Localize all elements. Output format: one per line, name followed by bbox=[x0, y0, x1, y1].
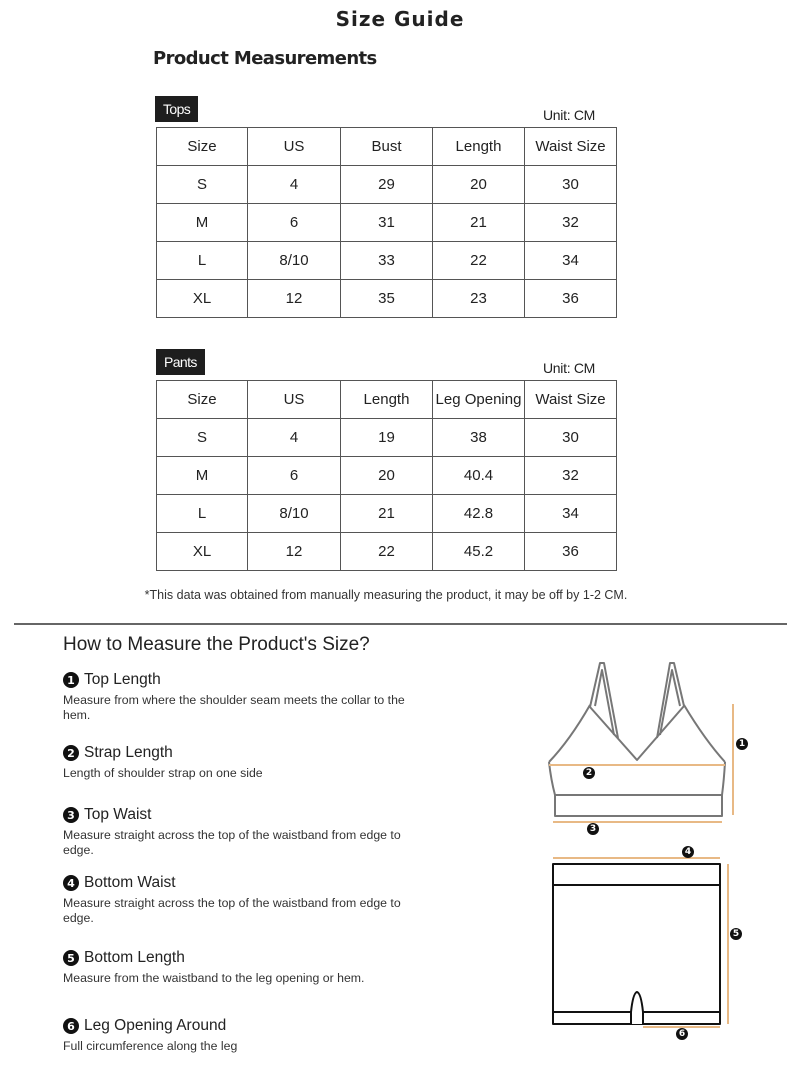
table-row bbox=[157, 166, 617, 204]
table-cell: 21 bbox=[433, 204, 525, 242]
table-row bbox=[157, 204, 617, 242]
measure-item-label: Leg Opening Around bbox=[84, 1017, 227, 1034]
table-cell: L bbox=[157, 242, 248, 280]
measurement-footnote: *This data was obtained from manually measuring the product, it may be off by 1-2 CM. bbox=[144, 588, 628, 602]
table-cell: 36 bbox=[525, 280, 617, 318]
table-cell: M bbox=[157, 204, 248, 242]
table-cell: XL bbox=[157, 280, 248, 318]
table-cell: 4 bbox=[248, 166, 341, 204]
tops-unit-label: Unit: CM bbox=[543, 107, 596, 123]
number-2-icon: 2 bbox=[63, 745, 79, 761]
table-cell: 30 bbox=[525, 419, 617, 457]
table-cell: 34 bbox=[525, 495, 617, 533]
marker-4-icon: 4 bbox=[682, 846, 694, 858]
measure-item-leg-opening bbox=[63, 1016, 433, 1054]
table-row bbox=[157, 457, 617, 495]
table-cell: XL bbox=[157, 533, 248, 571]
table-row bbox=[157, 495, 617, 533]
table-cell: 31 bbox=[341, 204, 433, 242]
table-cell: 30 bbox=[525, 166, 617, 204]
table-cell: 6 bbox=[248, 204, 341, 242]
table-row bbox=[157, 419, 617, 457]
pants-tag: Pants bbox=[156, 349, 205, 375]
table-cell: 32 bbox=[525, 457, 617, 495]
table-header-row bbox=[157, 381, 617, 419]
table-cell: 23 bbox=[433, 280, 525, 318]
table-cell: 34 bbox=[525, 242, 617, 280]
header-cell: Length bbox=[341, 381, 433, 419]
number-4-icon: 4 bbox=[63, 875, 79, 891]
measure-item-strap-length bbox=[63, 743, 433, 781]
number-5-icon: 5 bbox=[63, 950, 79, 966]
measure-item-desc: Measure straight across the top of the waistband from edge to edge. bbox=[63, 828, 401, 857]
shorts-measure-lines bbox=[553, 858, 728, 1027]
header-cell: US bbox=[248, 381, 341, 419]
table-cell: S bbox=[157, 419, 248, 457]
pants-size-table bbox=[156, 380, 617, 571]
measure-item-top-waist bbox=[63, 805, 433, 858]
table-cell: 22 bbox=[341, 533, 433, 571]
table-cell: 12 bbox=[248, 533, 341, 571]
header-cell: Size bbox=[157, 128, 248, 166]
table-cell: 20 bbox=[433, 166, 525, 204]
header-cell: Leg Opening bbox=[433, 381, 525, 419]
header-cell: Waist Size bbox=[525, 381, 617, 419]
table-cell: 45.2 bbox=[433, 533, 525, 571]
number-6-icon: 6 bbox=[63, 1018, 79, 1034]
table-cell: 6 bbox=[248, 457, 341, 495]
measure-item-label: Top Length bbox=[84, 671, 161, 688]
section-title: Product Measurements bbox=[153, 48, 377, 69]
table-cell: 42.8 bbox=[433, 495, 525, 533]
table-cell: M bbox=[157, 457, 248, 495]
measure-item-bottom-waist bbox=[63, 873, 433, 926]
table-row bbox=[157, 242, 617, 280]
top-garment-icon bbox=[549, 663, 725, 816]
table-cell: 35 bbox=[341, 280, 433, 318]
tops-size-table bbox=[156, 127, 617, 318]
measure-item-desc: Measure from where the shoulder seam meets the collar to the hem. bbox=[63, 693, 405, 722]
table-cell: 21 bbox=[341, 495, 433, 533]
table-cell: 22 bbox=[433, 242, 525, 280]
page-title: Size Guide bbox=[335, 7, 465, 31]
table-cell: 29 bbox=[341, 166, 433, 204]
table-cell: S bbox=[157, 166, 248, 204]
how-to-measure-title: How to Measure the Product's Size? bbox=[63, 634, 370, 655]
table-cell: 12 bbox=[248, 280, 341, 318]
marker-1-icon: 1 bbox=[736, 738, 748, 750]
marker-5-icon: 5 bbox=[730, 928, 742, 940]
measure-item-label: Top Waist bbox=[84, 806, 152, 823]
number-1-icon: 1 bbox=[63, 672, 79, 688]
measure-item-desc: Measure from the waistband to the leg opening or hem. bbox=[63, 971, 365, 985]
pants-unit-label: Unit: CM bbox=[543, 360, 596, 376]
measure-item-desc: Length of shoulder strap on one side bbox=[63, 766, 263, 780]
measure-item-desc: Measure straight across the top of the waistband from edge to edge. bbox=[63, 896, 401, 925]
table-cell: 19 bbox=[341, 419, 433, 457]
header-cell: Waist Size bbox=[525, 128, 617, 166]
measure-item-top-length bbox=[63, 670, 433, 723]
table-cell: 32 bbox=[525, 204, 617, 242]
marker-3-icon: 3 bbox=[587, 823, 599, 835]
table-cell: 40.4 bbox=[433, 457, 525, 495]
table-cell: 36 bbox=[525, 533, 617, 571]
table-cell: L bbox=[157, 495, 248, 533]
measure-item-desc: Full circumference along the leg bbox=[63, 1039, 238, 1053]
shorts-garment-icon bbox=[553, 864, 720, 1024]
top-measure-lines bbox=[549, 704, 733, 822]
header-cell: Bust bbox=[341, 128, 433, 166]
table-row bbox=[157, 533, 617, 571]
table-cell: 8/10 bbox=[248, 242, 341, 280]
table-cell: 20 bbox=[341, 457, 433, 495]
marker-2-icon: 2 bbox=[583, 767, 595, 779]
measure-item-label: Bottom Waist bbox=[84, 874, 176, 891]
table-cell: 38 bbox=[433, 419, 525, 457]
table-cell: 8/10 bbox=[248, 495, 341, 533]
header-cell: US bbox=[248, 128, 341, 166]
measure-item-label: Strap Length bbox=[84, 744, 173, 761]
number-3-icon: 3 bbox=[63, 807, 79, 823]
table-cell: 4 bbox=[248, 419, 341, 457]
header-cell: Size bbox=[157, 381, 248, 419]
table-cell: 33 bbox=[341, 242, 433, 280]
header-cell: Length bbox=[433, 128, 525, 166]
section-divider bbox=[14, 623, 787, 625]
tops-tag: Tops bbox=[155, 96, 198, 122]
marker-6-icon: 6 bbox=[676, 1028, 688, 1040]
measure-item-bottom-length bbox=[63, 948, 433, 986]
table-row bbox=[157, 280, 617, 318]
measure-item-label: Bottom Length bbox=[84, 949, 185, 966]
table-header-row bbox=[157, 128, 617, 166]
